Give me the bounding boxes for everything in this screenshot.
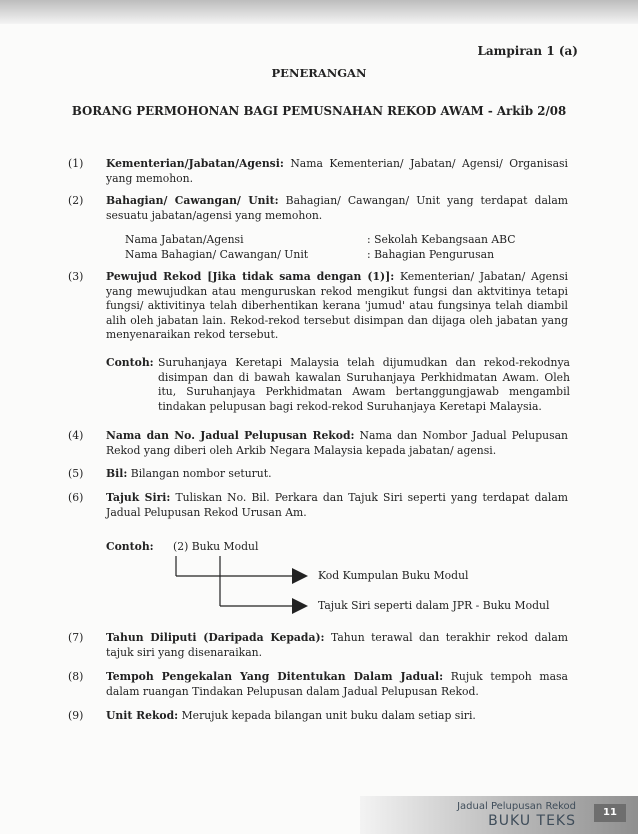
example-table-row-1: Nama Jabatan/Agensi : Sekolah Kebangsaan ABC [125, 233, 516, 246]
doc-title: PENERANGAN [271, 66, 367, 80]
arrow-diagram [170, 553, 310, 618]
form-title: BORANG PERMOHONAN BAGI PEMUSNAHAN REKOD AWAM - Arkib 2/08 [71, 104, 567, 118]
footer-section: Jadual Pelupusan Rekod [457, 801, 576, 812]
page-number: 11 [594, 804, 626, 822]
item-1: (1) Kementerian/Jabatan/Agensi: Nama Kementerian/ Jabatan/ Agensi/ Organisasi yang memohon. [68, 157, 568, 185]
arrow-label-1: Kod Kumpulan Buku Modul [318, 569, 469, 582]
item-4: (4) Nama dan No. Jadual Pelupusan Rekod: Nama dan Nombor Jadual Pelupusan Rekod yang diberi oleh Arkib Negara Malaysia kepada jabatan/ agensi. [68, 429, 568, 457]
appendix-label: Lampiran 1 (a) [477, 44, 578, 58]
scan-shadow [0, 0, 638, 24]
item-6: (6) Tajuk Siri: Tuliskan No. Bil. Perkara dan Tajuk Siri seperti yang terdapat dalam Jadual Pelupusan Rekod Urusan Am. [68, 491, 568, 519]
item-2: (2) Bahagian/ Cawangan/ Unit: Bahagian/ Cawangan/ Unit yang terdapat dalam sesuatu jabatan/agensi yang memohon. [68, 194, 569, 222]
example-2: Contoh: (2) Buku Modul [106, 540, 259, 553]
item-7: (7) Tahun Diliputi (Daripada Kepada): Tahun terawal dan terakhir rekod dalam tajuk siri yang disenaraikan. [68, 631, 568, 659]
item-8: (8) Tempoh Pengekalan Yang Ditentukan Dalam Jadual: Rujuk tempoh masa dalam ruangan Tindakan Pelupusan dalam Jadual Pelupusan Rekod. [68, 670, 568, 698]
footer-book: BUKU TEKS [488, 813, 576, 829]
item-9: (9) Unit Rekod: Merujuk kepada bilangan unit buku dalam setiap siri. [68, 709, 476, 722]
example-table-row-2: Nama Bahagian/ Cawangan/ Unit : Bahagian Pengurusan [125, 248, 495, 261]
example-1: Contoh: Suruhanjaya Keretapi Malaysia telah dijumudkan dan rekod-rekodnya disimpan dan di bawah kawalan Suruhanjaya Perkhidmatan Awam. Oleh itu, Suruhanjaya Perkhidmatan Awam bertanggungjawab mengambil tindakan pelupusan bagi rekod-rekod Suruhanjaya Keretapi Malaysia. [106, 356, 570, 413]
item-5: (5) Bil: Bilangan nombor seturut. [68, 467, 272, 480]
item-3: (3) Pewujud Rekod [Jika tidak sama dengan (1)]: Kementerian/ Jabatan/ Agensi yang mewujudkan atau menguruskan rekod mengikut fungsi dan aktvitinya tetapi fungsi/ aktivitinya telah diberhentikan kerana 'jumud' atau fungsinya telah diambil alih oleh jabatan lain. Rekod-rekod tersebut disimpan dan dijaga oleh jabatan yang menyenaraikan rekod tersebut. [68, 270, 569, 342]
page-footer [360, 796, 638, 834]
arrow-label-2: Tajuk Siri seperti dalam JPR - Buku Modul [318, 599, 550, 612]
arrow-head-icon [292, 598, 308, 614]
arrow-head-icon [292, 568, 308, 584]
